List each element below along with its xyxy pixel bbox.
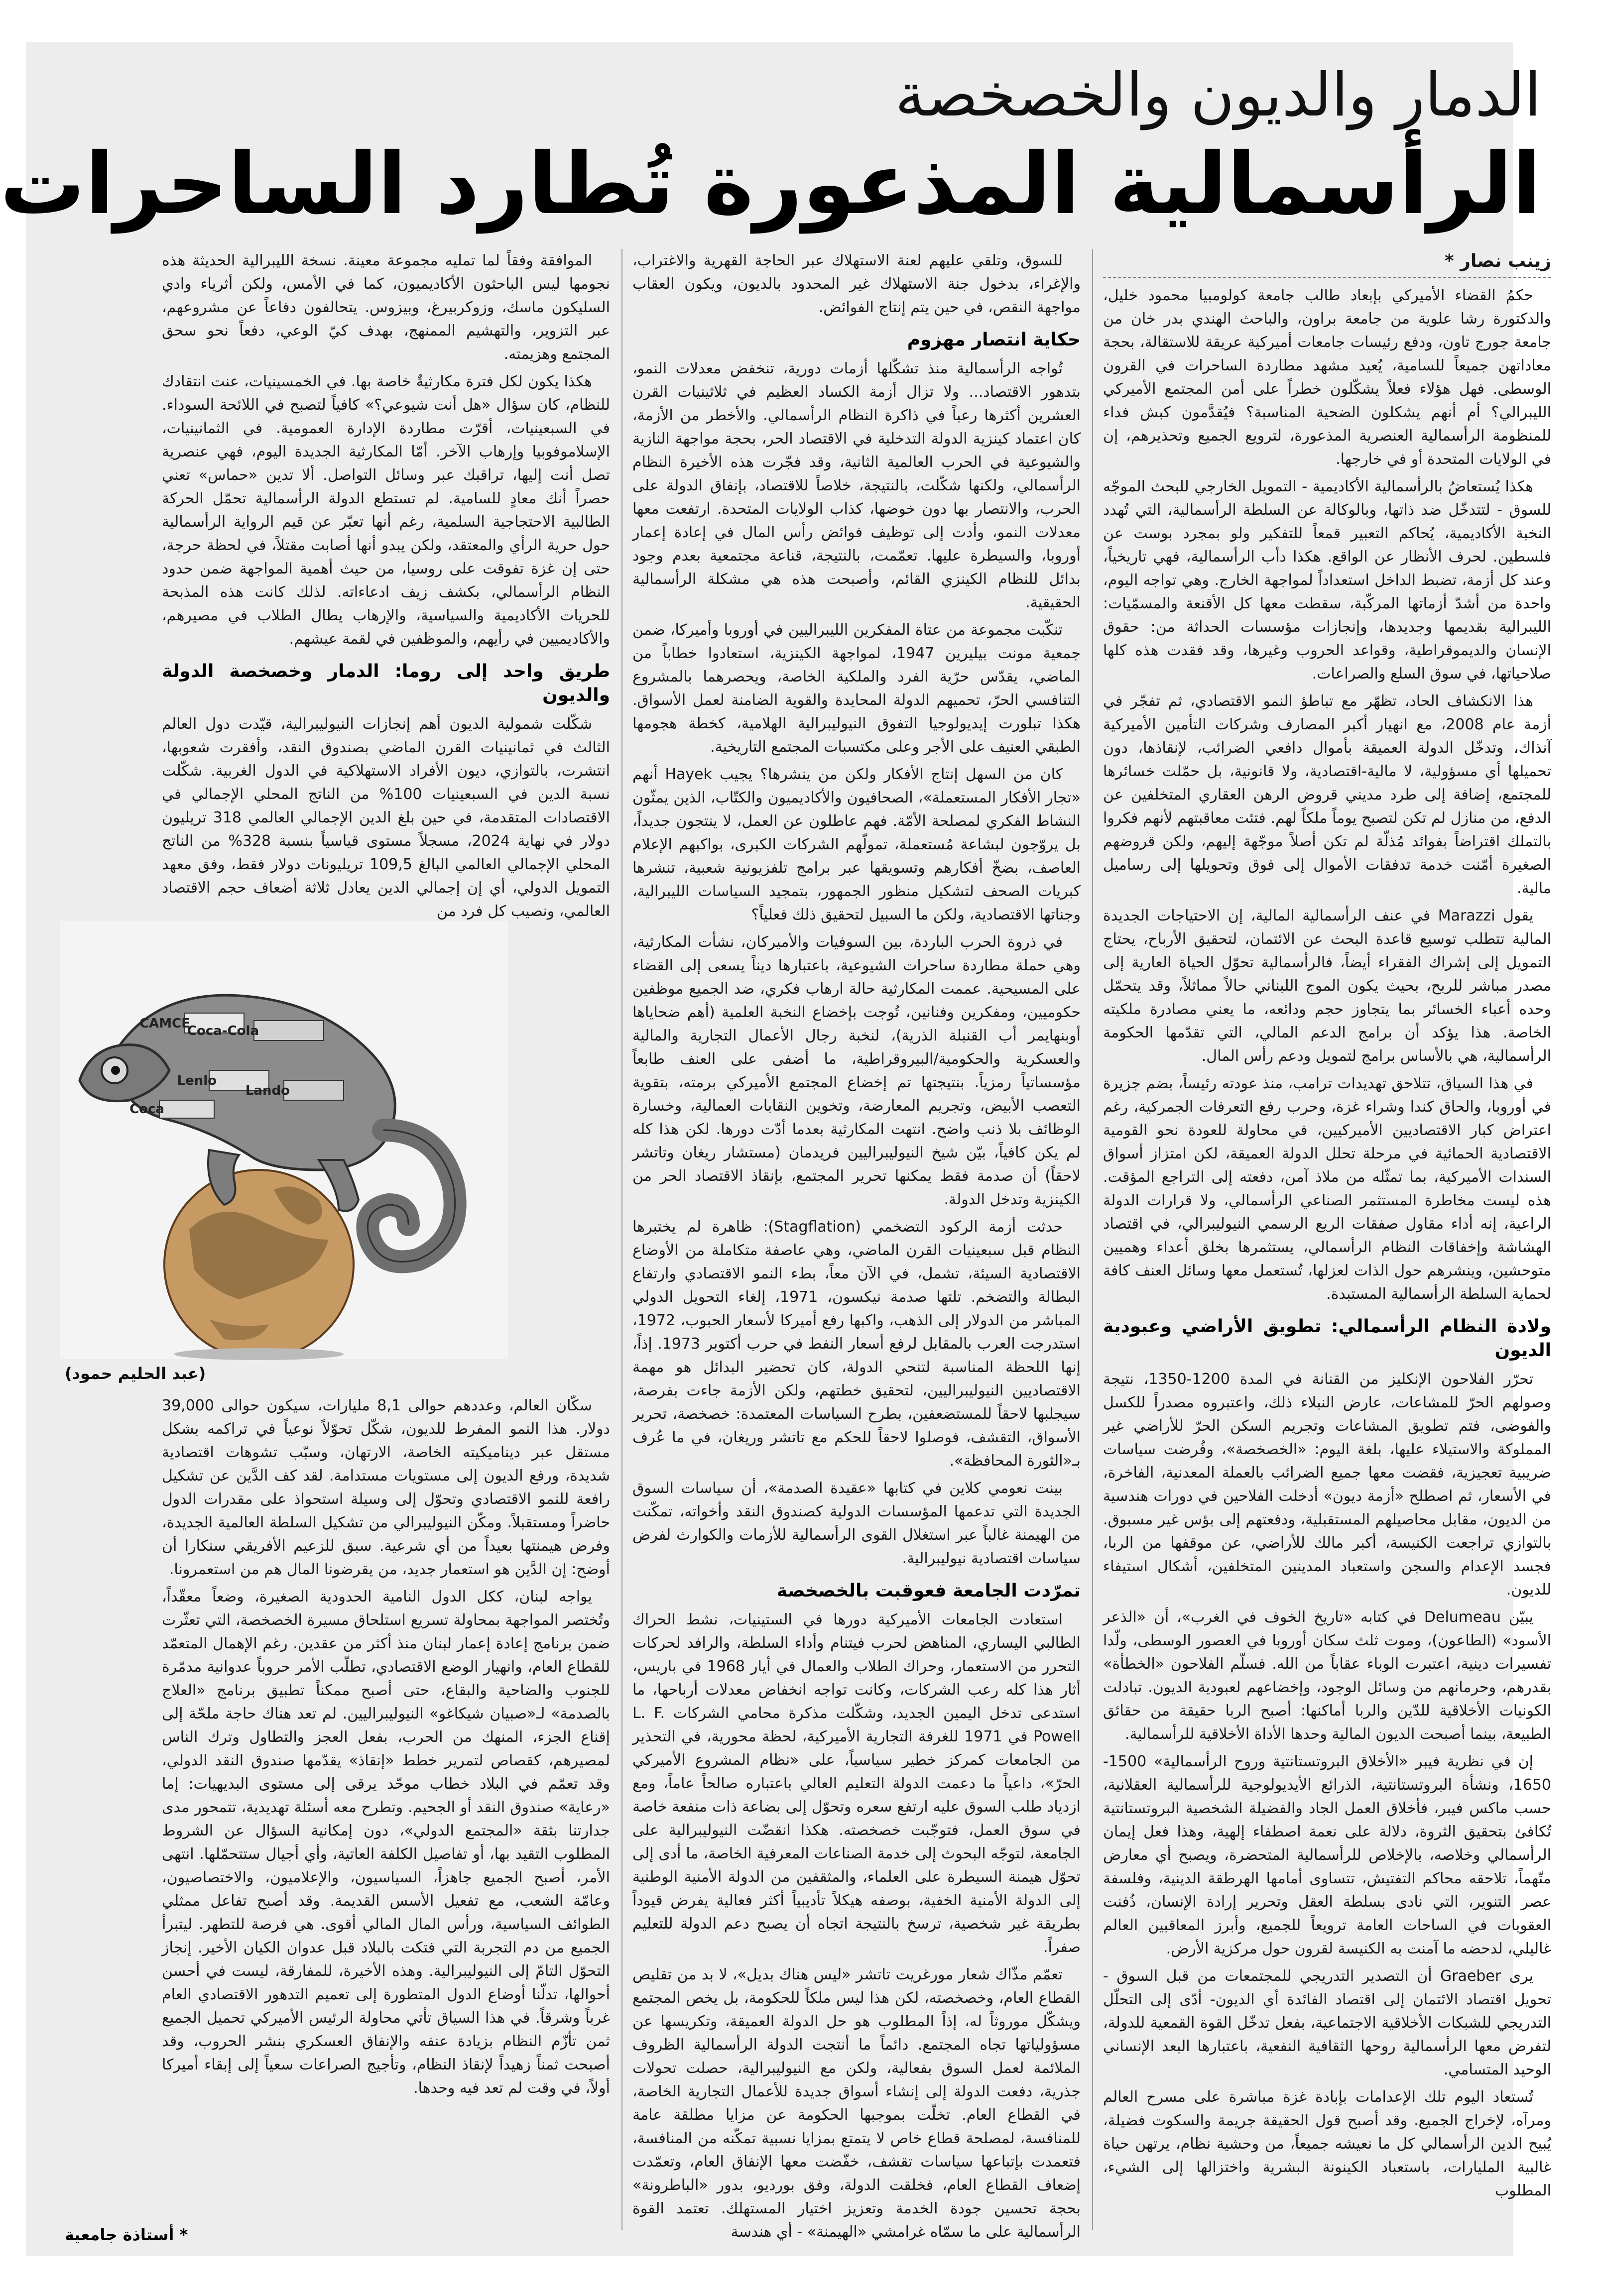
paragraph: بينت نعومي كلاين في كتابها «عقيدة الصدمة»، أن سياسات السوق الجديدة التي تدعمها المؤسسات الدولية كصندوق النقد وأخواته، تمكّنت من الهيمنة غالباً عبر استغلال القوى الرأسمالية للأزمات والكوارث لفرض سياسات اقتصادية نيوليبرالية. <box>632 1480 1081 1567</box>
section-heading: ولادة النظام الرأسمالي: تطويق الأراضي وعبودية الديون <box>1103 1316 1551 1361</box>
svg-text:Coca-Cola: Coca-Cola <box>187 1024 259 1038</box>
paragraph: يواجه لبنان، ككل الدول النامية الحدودية الصغيرة، وضعاً معقّداً، وتُختصر المواجهة بمحاولة تسريع استلحاق مسيرة الخصخصة، التي تعثّرت ضمن برنامج إعادة إعمار لبنان منذ أكثر من عقدين. رغم الإهمال المتعمّد للقطاع العام، وانهيار الوضع الاقتصادي، تطلّب الأمر حروباً عدوانية مدمّرة للجنوب والضاحية والبقاع، حتى أصبح ممكناً تطبيق برنامج «العلاج بالصدمة» لـ«صبيان شيكاغو» النيوليبراليين. لم تعد هناك حاجة ملحّة إلى إقناع الجزء، المنهك من الحرب، بفعل العجز والتطاول وترك الناس لمصيرهم، كقصاص لتمرير خطط «إنقاذ» يقدّمها صندوق النقد الدولي، وقد تعمّم في البلاد خطاب موحّد يرقى إلى مستوى البديهيات: إما «رعاية» صندوق النقد أو الجحيم. وتطرح معه أسئلة تهديدية، تتمحور مدى جدارتنا بثقة «المجتمع الدولي»، دون إمكانية السؤال عن الشروط المطلوب التقيد بها، أو تفاصيل الكلفة العاتية، وأي أجيال ستتحمّلها. انتهى الأمر، أصبح الجميع جاهزاً، السياسيون، والإعلاميون، والاختصاصيون، وعامّة الشعب، مع تفعيل الأسس القديمة. وقد أصبح تفاعل ممثلي الطوائف السياسية، ورأس المال المالي أقوى. هي فرصة للتطهر. ليتبرأ الجميع من دم التجربة التي فتكت بالبلاد قبل عدوان الكيان الأخير. إنجاز التحوّل التامّ إلى النيوليبرالية. وهذه الأخيرة، للمفارقة، ليست في أحسن أحوالها، تدلّنا أوضاع الدول المتطورة إلى تعميم التدهور الاقتصادي العام غرباً وشرقاً. في هذا السياق تأتي محاولة الرئيس الأميركي تحميل الجميع ثمن تأزّم النظام بزيادة عنفه والإنفاق العسكري بنشر الحروب، وقد أصبحت ثمناً زهيداً لإنقاذ النظام، وتأجيج الصراعات سعياً إلى إبقاء أميركا أولاً، في وقت لم تعد فيه وحدها. <box>162 1588 610 2097</box>
paragraph: تُواجه الرأسمالية منذ تشكّلها أزمات دورية، تنخفض معدلات النمو، بتدهور الاقتصاد... ولا تزال أزمة الكساد العظيم في ثلاثينيات القرن العشرين أكثرها رعباً في ذاكرة النظام الرأسمالي. والأخطر من الأزمة، كان اعتماد كينزية الدولة التدخلية في الاقتصاد الحر، بحجة مواجهة النازية والشيوعية في الحرب العالمية الثانية، وقد فجّرت هذه الأخيرة النظام الرأسمالي، ولكنها شكّلت، بالنتيجة، خلاصاً للاقتصاد، بإنفاق الدولة على الحرب، والانتصار بها دون خوضها، كذاب الولايات المتحدة. ارتفعت معها معدلات النمو، وأدت إلى توظيف فوائض رأس المال في إعادة إعمار أوروبا، والسيطرة عليها. تعمّمت، بالنتيجة، قناعة مجتمعية بعدم وجود بدائل للنظام الكينزي القائم، وأصبحت هذه هي مشكلة الرأسمالية الحقيقية. <box>632 360 1081 611</box>
svg-text:CAMCE: CAMCE <box>139 1016 190 1031</box>
illustration-chameleon-globe <box>60 921 508 1359</box>
svg-text:Lando: Lando <box>245 1083 290 1098</box>
paragraph: تُستعاد اليوم تلك الإعدامات بإبادة غزة مباشرة على مسرح العالم ومرآه، لإخراج الجميع. وقد أصبح قول الحقيقة جريمة والسكوت فضيلة، يُبيح الدين الرأسمالي كل ما نعيشه جميعاً، من وحشية نظام، يرتهن حياة غالبية المليارات، باستعباد الكينونة البشرية واختزالها إلى الشيء، المطلوب <box>1103 2088 1551 2199</box>
illustration-caption: (عبد الحليم حمود) <box>65 1364 206 1383</box>
column-divider <box>621 249 622 2230</box>
paragraph: تحرّر الفلاحون الإنكليز من القنانة في المدة 1200-1350، نتيجة وصولهم الحرّ للمشاعات، عارض النبلاء ذلك، واعتبروه مصدراً للكسل والفوضى، فتم تطويق المشاعات وتجريم السكن الحرّ للأراضي غير المملوكة والاستيلاء عليها، بلغة اليوم: «الخصخصة»، وفُرضت سياسات ضريبية تعجيزية، فقضت معها جميع الضرائب بالعملة المعدنية، الفاخرة، في الأسعار، ثم اصطلح «أزمة ديون» أدخلت الفلاحين في دورات هندسية من الديون، مقابل محاصيلهم المستقبلية، ودفعتهم إلى بؤس غير مسبوق. بالتوازي تراجعت الكنيسة، أكبر مالك للأراضي، عن موقفها من الربا، فجسد الإعدام والسجن واستعباد المدينين المتخلفين، أشكال استيفاء للديون. <box>1103 1371 1551 1599</box>
paragraph: تنكّبت مجموعة من عتاة المفكرين الليبراليين في أوروبا وأميركا، ضمن جمعية مونت بيليرين 1947، لمواجهة الكينزية، استعادوا خطاباً من الماضي، يقدّس حرّية الفرد والملكية الخاصة، ويحصرهما بالمشروع التنافسي الحرّ، تحميهم الدولة المحايدة والقوية الضامنة لعمل الأسواق. هكذا تبلورت إيديولوجيا التفوق النيوليبرالية الهلامية، كخطة هجومها الطبقي العنيف على الأجر وعلى مكتسبات المجتمع التاريخية. <box>632 621 1081 756</box>
paragraph: حدثت أزمة الركود التضخمي (Stagflation): ظاهرة لم يختبرها النظام قبل سبعينيات القرن الماضي، وهي عاصفة متكاملة من الأوضاع الاقتصادية السيئة، تشمل، في الآن معاً، بطء النمو الاقتصادي وارتفاع البطالة والتضخم. تلتها صدمة نيكسون، 1971، إلغاء التحويل الدولي المباشر من الدولار إلى الذهب، واكبها رفع أميركا لأسعار الحبوب، 1972، استدرجت العرب بالمقابل لرفع أسعار النفط في حرب أكتوبر 1973. إذاً، إنها اللحظة المناسبة لتنحي الدولة، كان تحضير البدائل هو مهمة الاقتصاديين النيوليبراليين، لتحقيق خطتهم، ولكن الأزمة جاءت بفرصة، سيجلبها لاحقاً للمستضعفين، بطرح السياسات المعتمدة: خصخصة، تحرير الأسواق، التقشف، فوصلوا لاحقاً للحكم مع تاتشر وريغان، في ما عُرف بـ«الثورة المحافظة». <box>632 1218 1081 1470</box>
paragraph: في ذروة الحرب الباردة، بين السوفيات والأميركان، نشأت المكارثية، وهي حملة مطاردة ساحرات الشيوعية، باعتبارها ديناً يسعى إلى القضاء على المسيحية. عممت المكارثية حالة ارهاب فكري، ضد الجميع موظفين حكوميين، ومفكرين وفنانين، تُوجت بإخضاع النخبة العلمية (أهم ضحاياها أوبنهايمر أب القنبلة الذرية)، لنخبة رجال الأعمال التجارية والمالية والعسكرية والحكومية/البيروقراطية، ما أضفى على العنف طابعاً مؤسساتياً رمزياً. بنتيجتها تم إخضاع المجتمع الأميركي برمته، بتقوية التعصب الأبيض، وتجريم المعارضة، وتخوين النقابات العمالية، وخسارة الوظائف بلا ذنب واضح. انتهت المكارثية بعدما أدّت دورها. لكن هذا كله لم يكن كافياً، بيّن شيخ النيوليبراليين فريدمان (مستشار ريغان وتاتشر لاحقاً) أن صدمة فقط يمكنها تحرير المجتمع، بإنقاذ الاقتصاد الحر من الكينزية وتدخل الدولة. <box>632 933 1081 1208</box>
paragraph: هذا الانكشاف الحاد، تظهّر مع تباطؤ النمو الاقتصادي، ثم تفجّر في أزمة عام 2008، مع انهيار أكبر المصارف وشركات التأمين الأميركية آنذاك، وتدخّل الدولة العميقة بأموال دافعي الضرائب، لإنقاذها، دون تحميلها أي مسؤولية، لا مالية-اقتصادية، ولا قانونية، بل حمّلت خسائرها للمجتمع، إضافة إلى طرد مديني قروض الرهن العقاري المتخلفين عن الدفع، من منازل لم تكن لتصبح يوماً ملكاً لهم. فتئت معاقبتهم لأنهم فكروا بالتملك اقتراضاً بفوائد مُذلّة لم تكن أصلاً موجّهة إليهم، ولكن قروضهم الصغيرة أمّنت خدمة تدفقات الأموال إلى فوق وتحويلها إلى رساميل مالية. <box>1103 692 1551 897</box>
column-right <box>1103 249 1551 2235</box>
paragraph: الموافقة وفقاً لما تمليه مجموعة معينة. نسخة الليبرالية الحديثة هذه نجومها ليس الباحثون الأكاديميون، كما في الأمس، ولكن أثرياء وادي السليكون ماسك، وزوكربيرغ، وبيزوس. يتحالفون دفاعاً عن مشروعهم، عبر التزوير، والتهشيم الممنهج، بهدف كيّ الوعي، دفعاً نحو سحق المجتمع وهزيمته. <box>162 252 610 363</box>
paragraph: يقول Marazzi في عنف الرأسمالية المالية، إن الاحتياجات الجديدة المالية تتطلب توسيع قاعدة البحث عن الائتمان، لتحقيق الأرباح، يحتاج التمويل إلى إشراك الفقراء أيضاً، فالرأسمالية تحوّل الحياة العارية إلى مصدر مباشر للربح، بحيث يكون الموج اللبناني حالاً مماثلاً، وقد يتحمّل وحده أعباء الخسائر بما يتجاوز حجم ودائعه، ما يعني مصادرة ملكيته الخاصة. هذا يؤكد أن برامج الدعم المالي، التي تقدّمها الحكومة الرأسمالية، هي بالأساس برامج لتمويل ودعم رأس المال. <box>1103 907 1551 1065</box>
paragraph: هكذا يكون لكل فترة مكارثيةٌ خاصة بها. في الخمسينيات، عنت انتقادك للنظام، كان سؤال «هل أنت شيوعي؟» كافياً لتصبح في اللائحة السوداء. في السبعينيات، أقرّت مطاردة الإدارة العمومية. في الثمانينيات، الإسلاموفوبيا وإرهاب الآخر. أمّا المكارثية الجديدة اليوم، فهي عنصرية تصل أنت إليها، تراقبك عبر وسائل التواصل. ألا تدين «حماس» تعني حصراً أنك معادٍ للسامية. لم تستطع الدولة الرأسمالية تحمّل الحركة الطالبية الاحتجاجية السلمية، رغم أنها تعبّر عن قيم الرواية الرأسمالية حول حرية الرأي والمعتقد، ولكن يبدو أنها أصابت مقتلاً، في لحظة حرجة، حتى إن غزة تفوقت على روسيا، من حيث أهمية المواجهة ضمن حدود النظام الرأسمالي، بكشف زيف ادعاءاته. لذلك كانت هذه المذبحة للحريات الأكاديمية والسياسية، والإرهاب يطال الطلاب في مصيرهم، والأكاديميين في رأيهم، والموظفين في لقمة عيشهم. <box>162 373 610 648</box>
section-heading: حكاية انتصار مهزوم <box>907 330 1081 350</box>
paragraph: في هذا السياق، تتلاحق تهديدات ترامب، منذ عودته رئيساً، بضم جزيرة في أوروبا، والحاق كندا وشراء غزة، وحرب رفع التعرفات الجمركية، رغم اعتراض كبار الاقتصاديين الأميركيين، في محاولة للعودة نحو القومية الاقتصادية الحمائية في مرحلة تحلل الدولة العميقة، لكن امتزاز أسواق السندات الأميركية، بما تمثّله من ملاذ آمن، دفعته إلى التراجع المؤقت. هذه ليست مخاطرة المستثمر الصناعي الرأسمالي، ولا قرارات الدولة الراعية، إنه أداء مقاول صفقات الريع الرسمي النيوليبرالي، في اقتصاد الهشاشة وإخفاقات النظام الرأسمالي، يستثمرها بخلق أعداء وهميين متوحشين، وينشرهم حول الذات لعزلها، تُستعمل معها وسائل العنف كافة لحماية السلطة الرأسمالية المستبدة. <box>1103 1075 1551 1303</box>
chameleon-illustration-icon <box>60 921 508 1359</box>
article-kicker: الدمار والديون والخصخصة <box>895 61 1541 130</box>
paragraph: استعادت الجامعات الأميركية دورها في الستينيات، نشط الحراك الطالبي اليساري، المناهض لحرب فيتنام وأداء السلطة، والرافد لحركات التحرر من الاستعمار، وحراك الطلاب والعمال في أيار 1968 في باريس، أثار هذا كله رعب الشركات، وكانت تواجه انخفاض معدلات أرباحها، ما استدعى تدخل اليمين الجديد، وشكّلت مذكرة محامي الشركات L. F. Powell في 1971 للغرفة التجارية الأميركية، لحظة محورية، في التحذير من الجامعات كمركز خطير سياسياً، على «نظام المشروع الأميركي الحرّ»، داعياً ما دعمت الدولة التعليم العالي باعتباره صالحاً عاماً، ومع ازدياد طلب السوق عليه ارتفع سعره وتحوّل إلى بضاعة ذات منفعة خاصة في سوق العمل، فتوجّبت خصخصته. هكذا انقضّت النيوليبرالية على الجامعة، لتوجّه البحوث إلى خدمة الصناعات المعرفية الخاصة، ما أدى إلى تحوّل هيمنة السيطرة على العلماء، والمثقفين من الدولة الأمنية الوطنية إلى الدولة الأمنية الخفية، بوصفه هيكلاً تأديبياً أكثر فعالية يفرض قيوداً بطريقة غير شخصية، ترسخ بالنتيجة اتجاه أن يصبح دعم الدولة للتعليم صفراً. <box>632 1611 1081 1956</box>
paragraph: للسوق، وتلقي عليهم لعنة الاستهلاك عبر الحاجة القهرية والاغتراب، والإغراء، بدخول جنة الاستهلاك غير المحدود بالديون، ويكون العقاب مواجهة النقص، في حين يتم إنتاج الفوائض. <box>632 252 1081 316</box>
author-footnote: * أستاذة جامعية <box>65 2225 188 2244</box>
column-left-top <box>162 249 611 920</box>
column-middle <box>632 249 1081 2241</box>
paragraph: سكّان العالم، وعددهم حوالى 8,1 مليارات، سيكون حوالى 39,000 دولار. هذا النمو المفرط للديون، شكّل تحوّلاً نوعياً في تراكمه بشكل مستقل عبر ديناميكيته الخاصة، الارتهان، وسبّب تشوهات اقتصادية شديدة، ورفع الديون إلى مستويات مستدامة. لقد كف الدَّين عن تشكيل رافعة للنمو الاقتصادي وتحوّل إلى وسيلة استحواذ على مقدرات الدول حاضراً ومستقبلاً. ومكّن النيوليبرالي من تشكيل السلطة العالمية الجديدة، وفرض هيمنتها بعيداً من أي شرعية. سبق للزعيم الأفريقي سنكارا أن أوضح: إن الدَّين هو استعمار جديد، من يقرضونا المال هم من استعمرونا. <box>162 1397 610 1578</box>
paragraph: حكمُ القضاء الأميركي بإبعاد طالب جامعة كولومبيا محمود خليل، والدكتورة رشا علوية من جامعة براون، والباحث الهندي بدر خان من جامعة جورج تاون، ودفع رئيسات جامعات أميركية عريقة للاستقالة، بحجة معاداتهن جميعاً للسامية، يُعيد مشهد مطاردة الساحرات في القرون الوسطى. فهل هؤلاء فعلاً يشكّلون خطراً على أمن المجتمع الأميركي الليبرالي؟ أم أنهم يشكلون الضحية المناسبة؟ فيُقدَّمون كبش فداء للمنظومة الرأسمالية العنصرية المذعورة، لترويع الجميع وتحذيرهم، إن في الولايات المتحدة أو في خارجها. <box>1103 287 1551 468</box>
svg-text:Coca: Coca <box>129 1102 164 1117</box>
article-headline: الرأسمالية المذعورة تُطارد الساحرات <box>0 135 1541 233</box>
column-left-bottom <box>162 1394 610 2210</box>
paragraph: كان من السهل إنتاج الأفكار ولكن من ينشرها؟ يجيب Hayek أنهم «تجار الأفكار المستعملة»، الصحافيون والأكاديميون والكتّاب، الذين يمثّون النشاط الفكري لمصلحة الأمّة. فهم عاطلون عن العمل، لا ينتجون جديداً، بل يروّجون لبشاعة مُستعملة، تمولّهم الشركات الكبرى، بواكبهم الإعلام العاصف، بضخّ أفكارهم وتسويقها عبر برامج تلفزيونية شعبية، تنشرها كبريات الصحف لتشكيل منظور الجمهور، بتمجيد السياسات الليبرالية، وجناتها الاقتصادية، ولكن ما السبيل لتحقيق ذلك فعلياً؟ <box>632 766 1081 923</box>
paragraph: يبيّن Delumeau في كتابه «تاريخ الخوف في الغرب»، أن «الذعر الأسود» (الطاعون)، وموت ثلث سكان أوروبا في العصور الوسطى، ولّدا تفسيرات دينية، اعتبرت الوباء عقاباً من الله. فسلّم الفلاحون «الخطأة» بقدرهم، وحرمانهم من وسائل الوجود، وإخضاعهم لعبودية الديون. تبادلت الكونيات الأخلاقية للدّين والربا أماكنها: أصبح الربا حقيقة من حقائق الطبيعة، بينما أصبحت الديون المالية وحدها الأداة الأخلاقية للرأسمالية. <box>1103 1608 1551 1743</box>
paragraph: إن في نظرية فيبر «الأخلاق البروتستانتية وروح الرأسمالية» 1500-1650، ونشأة البروتستانتية، الذرائع الأيديولوجية للرأسمالية العقلانية، حسب ماكس فيبر، فأخلاق العمل الجاد والفضيلة الشخصية البروتستانتية تُكافئ بتحقيق الثروة، دلالة على نعمة اصطفاء إلهية، وهذا فعل إيمان الرأسمالي وخلاصه، بالإخلاص للرأسمالية المتحضرة، ويصبح أي معارض متّهماً، تلاحقه محاكم التفتيش، تتساوى أمامها الهرطقة الدينية، وفلسفة عصر التنوير، التي نادى بسلطة العقل وتحرير إرادة الإنسان، ذُفنت العقوبات في الساحات العامة ترويعاً للجميع، وأبرز المعاقبين العالم غاليلي، لدحضه ما آمنت به الكنيسة لقرون حول مركزية الأرض. <box>1103 1753 1551 1957</box>
section-heading: طريق واحد إلى روما: الدمار وخصخصة الدولة والديون <box>162 661 610 705</box>
section-heading: تمرّدت الجامعة فعوقبت بالخصخصة <box>776 1581 1081 1601</box>
svg-text:Lenlo: Lenlo <box>177 1073 217 1088</box>
column-divider <box>1092 249 1093 2230</box>
author-byline: زينب نصار * <box>1103 249 1551 278</box>
paragraph: شكّلت شمولية الديون أهم إنجازات النيوليبرالية، قيّدت دول العالم الثالث في ثمانينيات القرن الماضي بصندوق النقد، وأفقرت شعوبها، انتشرت، بالتوازي، ديون الأفراد الاستهلاكية في الدول الغربية. شكّلت نسبة الدين في السبعينيات 100% من الناتج المحلي الإجمالي في الاقتصادات المتقدمة، في حين بلغ الدين الإجمالي العالمي 318 تريليون دولار في نهاية 2024، مسجلاً مستوى قياسياً بنسبة 328% من الناتج المحلي الإجمالي العالمي البالغ 109,5 تريليونات دولار فقط، وفق معهد التمويل الدولي، أي إن إجمالي الدين يعادل ثلاثة أضعاف حجم الاقتصاد العالمي، ونصيب كل فرد من <box>162 715 611 920</box>
paragraph: تعمّم مذّاك شعار مورغريت تاتشر «ليس هناك بديل»، لا بد من تقليص القطاع العام، وخصخصته، لكن هذا ليس ملكاً للحكومة، بل يخص المجتمع ويشكّل موروثاً له، إذاً المطلوب هو حل الدولة العميقة، وتكريسها عن مسؤولياتها تجاه المجتمع. دائماً ما أنتجت الدولة الرأسمالية الظروف الملائمة لعمل السوق بفعالية، ولكن مع النيوليبرالية، حصلت تحولات جذرية، دفعت الدولة إلى إنشاء أسواق جديدة للأعمال التجارية الخاصة، في القطاع العام. تخلّت بموجبها الحكومة عن مزايا مطلقة عامة للمنافسة، لمصلحة قطاع خاص لا يتمتع بمزايا نسبية تمكّنه من المنافسة، فتعمدت بإتباعها سياسات تقشف، خفّضت معها الإنفاق العام، وتعمّدت إضعاف القطاع العام، فخلقت الدولة، وفق بورديو، بدور «الباطرونة» بحجة تحسين جودة الخدمة وتعزيز اختيار المستهلك. تعتمد القوة الرأسمالية على ما سمّاه غرامشي «الهيمنة» - أي هندسة <box>632 1966 1081 2241</box>
paragraph: يرى Graeber أن التصدير التدريجي للمجتمعات من قبل السوق - تحويل اقتصاد الائتمان إلى اقتصاد الفائدة أي الديون- أدّى إلى التحلّل التدريجي للشبكات الأخلاقية الاجتماعية، بفعل تدخّل القوة القمعية للدولة، لتفرض معها الرأسمالية روحها الثقافية النفعية، باعتبارها البعد الإنساني الوحيد المتسامي. <box>1103 1967 1551 2078</box>
paragraph: هكذا يُستعاضُ بالرأسمالية الأكاديمية - التمويل الخارجي للبحث الموجّه للسوق - لتتدخّل ضد ذاتها، وبالوكالة عن السلطة الرأسمالية، التي تُهدد النخبة الأكاديمية، يُحاكم التعبير قمعاً للتفكير ولو بمجرد بوست عن فلسطين. لحرف الأنظار عن الواقع. هكذا دأب الرأسمالية، فهي تاريخياً، وعند كل أزمة، تضبط الداخل استعداداً لمواجهة الخارج. وهي تواجه اليوم، واحدة من أشدّ أزماتها المركّبة، سقطت معها كل الأقنعة والمسمّيات: الليبرالية بقديمها وجديدها، وإنجازات مؤسسات الحداثة من: حقوق الإنسان والديموقراطية، وقواعد الحروب وغيرها، وقد فقدت هذه كلها صلاحياتها، في سوق السلع والصراعات. <box>1103 478 1551 683</box>
